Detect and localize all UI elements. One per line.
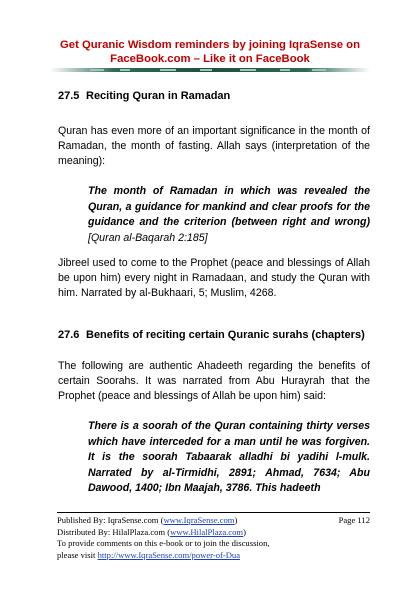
- hilalplaza-link[interactable]: www.HilalPlaza.com: [170, 526, 244, 537]
- visit-label: please visit: [57, 549, 98, 560]
- quran-quote: [88, 184, 370, 246]
- section-heading-27-6: [58, 329, 365, 341]
- iqrasense-link[interactable]: www.IqraSense.com: [163, 515, 235, 525]
- footer-distributed-line: [57, 527, 370, 539]
- footer-divider: [57, 512, 370, 513]
- published-suffix: ): [234, 515, 238, 525]
- distributed-suffix: ): [243, 526, 246, 537]
- power-of-dua-link[interactable]: http://www.IqraSense.com/power-of-Dua: [97, 549, 241, 560]
- paragraph-jibreel-hadith: Jibreel used to come to the Prophet (peace and blessings of Allah be upon him) every night in Ramadaan, and study the Quran with him. Narrated by al-Bukhaari, 5; Muslim, 4268.: [58, 257, 370, 299]
- section-number: 27.6: [58, 329, 80, 341]
- promo-header-line-1: Get Quranic Wisdom reminders by joining IqraSense on: [60, 39, 360, 51]
- quote-text: The month of Ramadan in which was revealed the Quran, a guidance for mankind and clear proofs for the guidance and the criterion (between right and wrong): [88, 185, 370, 228]
- published-label: Published By: IqraSense.com (: [57, 515, 164, 525]
- quote-reference: [Quran al-Baqarah 2:185]: [88, 231, 208, 244]
- header-divider: [50, 68, 370, 72]
- section-heading-27-5: [58, 90, 230, 102]
- section-title: Reciting Quran in Ramadan: [86, 90, 231, 102]
- section-number: 27.5: [58, 90, 80, 102]
- footer-visit-line: [57, 550, 370, 562]
- paragraph-surah-benefits-intro: The following are authentic Ahadeeth regarding the benefits of certain Soorahs. It was narrated from Abu Hurayrah that the Prophet (peace and blessings of Allah be upon him) said:: [58, 360, 370, 402]
- paragraph-ramadan-intro: Quran has even more of an important significance in the month of Ramadan, the month of fasting. Allah says (interpretation of the meaning):: [58, 125, 370, 167]
- section-title: Benefits of reciting certain Quranic surahs (chapters): [86, 329, 365, 341]
- hadith-quote-mulk: There is a soorah of the Quran containing thirty verses which have interceded for a man until he was forgiven. It is the soorah Tabaarak alladhi bi yadihi l-mulk. Narrated by al-Tirmidhi, 2891; Ahmad, 7634; Abu Dawood, 1400; Ibn Maajah, 3786. This hadeeth: [88, 420, 370, 494]
- promo-header: [30, 38, 390, 66]
- distributed-label: Distributed By: HilalPlaza.com (: [57, 526, 171, 537]
- promo-header-line-2: FaceBook.com – Like it on FaceBook: [110, 53, 310, 65]
- footer-published-line: [57, 515, 370, 527]
- page-footer: [57, 515, 370, 561]
- footer-comments-line: To provide comments on this e-book or to join the discussion,: [57, 538, 270, 548]
- page-number: Page 112: [338, 515, 370, 525]
